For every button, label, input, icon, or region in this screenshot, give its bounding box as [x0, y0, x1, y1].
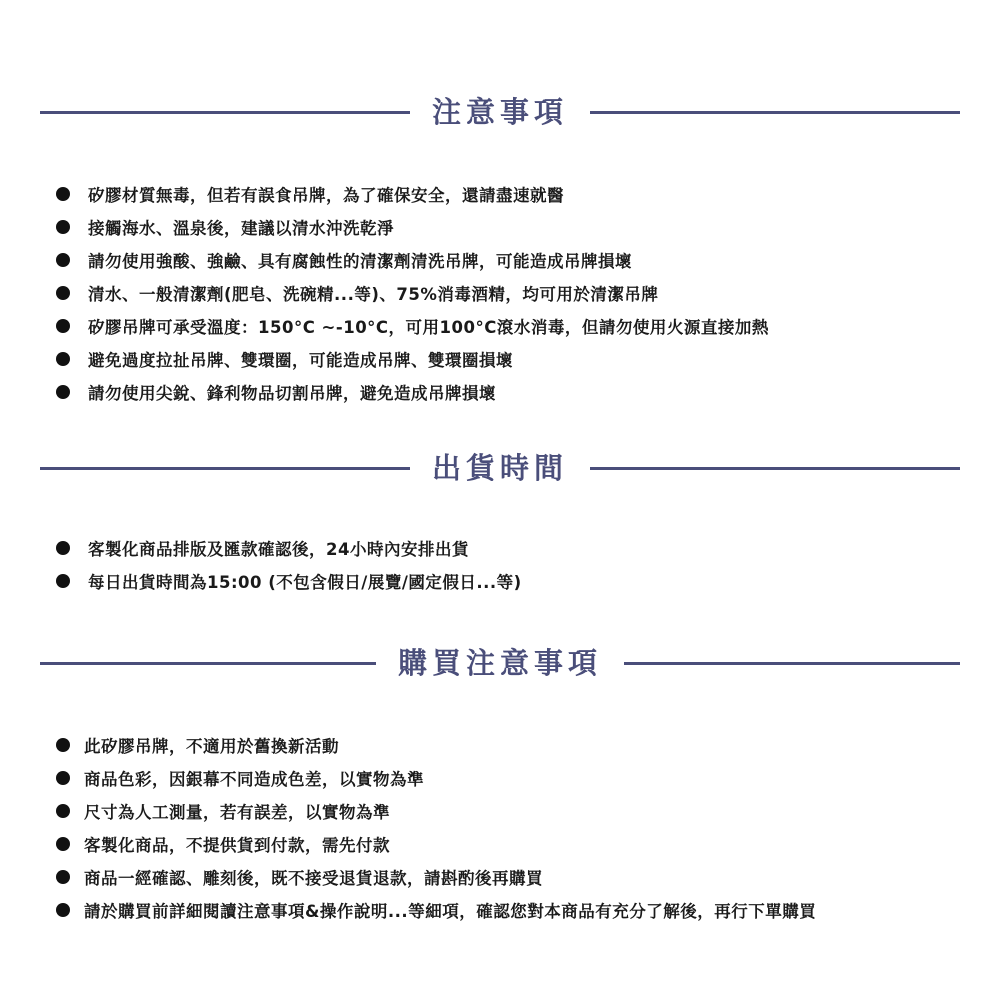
bullet-dot-icon — [56, 804, 70, 818]
list-item-text: 客製化商品，不提供貨到付款，需先付款 — [84, 835, 390, 855]
section-title-notes: 注意事項 — [432, 95, 569, 129]
list-item-text: 商品色彩，因銀幕不同造成色差，以實物為準 — [84, 769, 424, 789]
list-item-text: 矽膠吊牌可承受溫度：150°C ~-10°C，可用100°C滾水消毒，但請勿使用火源直接加熱 — [88, 317, 769, 337]
divider-line-right — [624, 662, 960, 665]
bullet-dot-icon — [56, 319, 70, 333]
bullet-dot-icon — [56, 574, 70, 588]
list-item-text: 避免過度拉扯吊牌、雙環圈，可能造成吊牌、雙環圈損壞 — [88, 350, 513, 370]
bullet-dot-icon — [56, 738, 70, 752]
bullet-dot-icon — [56, 187, 70, 201]
divider-line-left — [40, 467, 410, 470]
bullet-dot-icon — [56, 837, 70, 851]
section-header-shipping — [40, 448, 960, 488]
section-header-purchase — [40, 643, 960, 683]
list-item — [56, 860, 816, 893]
list-item-text: 請勿使用強酸、強鹼、具有腐蝕性的清潔劑清洗吊牌，可能造成吊牌損壞 — [88, 251, 632, 271]
list-item — [56, 177, 769, 210]
purchase-list — [56, 728, 816, 926]
divider-line-left — [40, 662, 376, 665]
list-item — [56, 309, 769, 342]
divider-line-right — [590, 111, 960, 114]
notes-list — [56, 177, 769, 408]
bullet-dot-icon — [56, 253, 70, 267]
list-item — [56, 531, 522, 564]
list-item-text: 請於購買前詳細閱讀注意事項&操作說明...等細項，確認您對本商品有充分了解後，再行下單購買 — [84, 901, 817, 921]
list-item-text: 尺寸為人工測量，若有誤差，以實物為準 — [84, 802, 390, 822]
section-title-shipping: 出貨時間 — [432, 451, 569, 485]
bullet-dot-icon — [56, 870, 70, 884]
list-item-text: 每日出貨時間為15:00 (不包含假日/展覽/國定假日...等) — [88, 572, 522, 592]
list-item — [56, 243, 769, 276]
list-item — [56, 893, 816, 926]
bullet-dot-icon — [56, 541, 70, 555]
list-item — [56, 210, 769, 243]
bullet-dot-icon — [56, 771, 70, 785]
list-item-text: 商品一經確認、雕刻後，既不接受退貨退款，請斟酌後再購買 — [84, 868, 543, 888]
list-item-text: 清水、一般清潔劑(肥皂、洗碗精...等)、75%消毒酒精，均可用於清潔吊牌 — [88, 284, 659, 304]
list-item — [56, 276, 769, 309]
divider-line-left — [40, 111, 410, 114]
list-item-text: 接觸海水、溫泉後，建議以清水沖洗乾淨 — [88, 218, 394, 238]
list-item — [56, 761, 816, 794]
list-item — [56, 794, 816, 827]
list-item-text: 請勿使用尖銳、鋒利物品切割吊牌，避免造成吊牌損壞 — [88, 383, 496, 403]
list-item-text: 客製化商品排版及匯款確認後，24小時內安排出貨 — [88, 539, 469, 559]
shipping-list — [56, 531, 522, 597]
list-item-text: 此矽膠吊牌，不適用於舊換新活動 — [84, 736, 339, 756]
section-header-notes — [40, 92, 960, 132]
list-item — [56, 342, 769, 375]
list-item — [56, 564, 522, 597]
list-item — [56, 827, 816, 860]
bullet-dot-icon — [56, 385, 70, 399]
divider-line-right — [590, 467, 960, 470]
list-item — [56, 375, 769, 408]
bullet-dot-icon — [56, 220, 70, 234]
section-title-purchase: 購買注意事項 — [398, 646, 603, 680]
bullet-dot-icon — [56, 286, 70, 300]
list-item — [56, 728, 816, 761]
list-item-text: 矽膠材質無毒，但若有誤食吊牌，為了確保安全，還請盡速就醫 — [88, 185, 564, 205]
bullet-dot-icon — [56, 903, 70, 917]
bullet-dot-icon — [56, 352, 70, 366]
